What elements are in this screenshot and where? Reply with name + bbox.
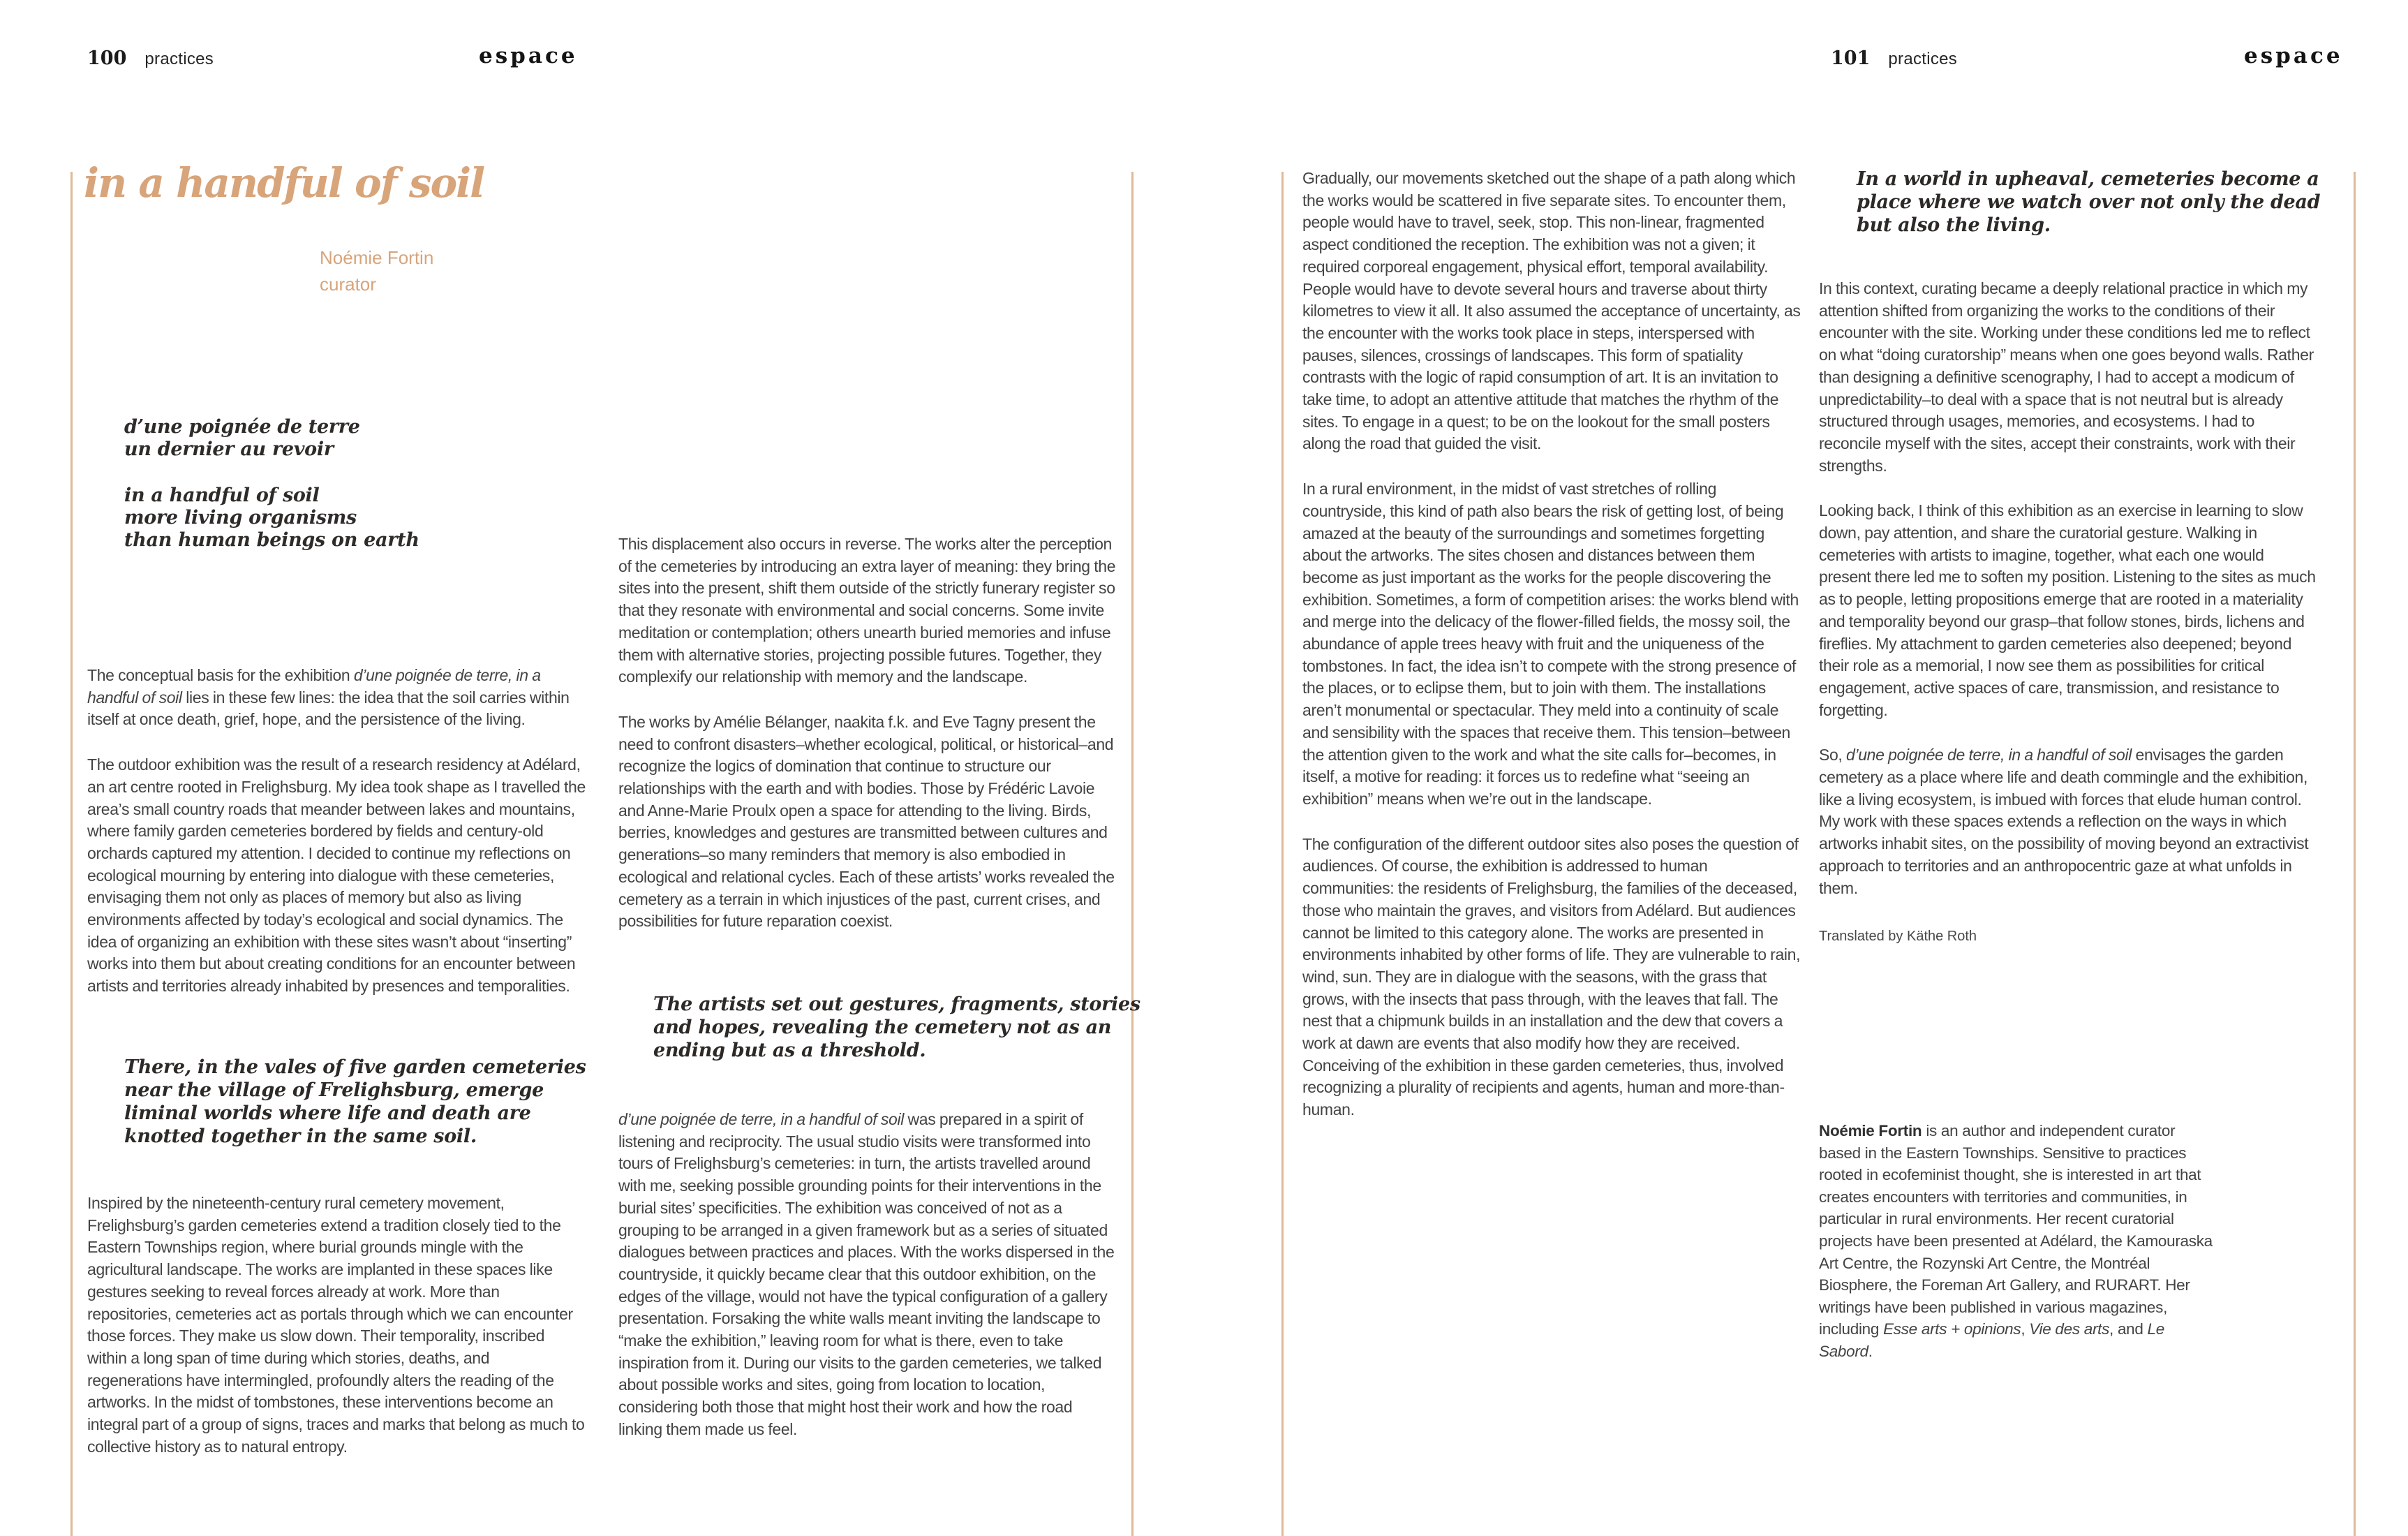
body-paragraph: In this context, curating became a deeply relational practice in which my attention shifted from organizing the works to the conditions of their encounter with the site. Working under these conditions led me to reflect on what “doing curatorship” means when one goes beyond walls. Rather than designing a definitive scenography, I had to accept a modicum of unpredictability–to deal with a space that is not neutral but is already structured through usages, memories, and ecosystems. I had to reconcile myself with the sites, accept their constraints, work with their strengths. bbox=[1819, 279, 2314, 475]
pull-quote-line: In a world in upheaval, cemeteries become a bbox=[1857, 168, 2319, 190]
section-label: practices bbox=[144, 50, 214, 68]
epigraph-line: in a handful of soil bbox=[124, 485, 320, 506]
left-page-left-rule bbox=[70, 172, 73, 1536]
right-page-header bbox=[1831, 47, 1957, 69]
author-name: Noémie Fortin bbox=[320, 247, 434, 268]
pull-quote-2 bbox=[653, 993, 1140, 1062]
body-paragraph: Looking back, I think of this exhibition as an exercise in learning to slow down, pay attention, and share the curatorial gesture. Walking in cemeteries with artists to imagine, together, what each one would present there led me to soften my position. Listening to the sites as much as to people, letting propositions emerge that are rooted in a materiality and temporality beyond our grasp–that follow stones, birds, lichens and fireflies. My attachment to garden cemeteries also deepened; beyond their role as a memorial, I now see them as possibilities for critical engagement, active spaces of care, transmission, and resistance to forgetting. bbox=[1819, 501, 2316, 719]
byline bbox=[320, 244, 433, 297]
right-page-left-rule bbox=[1281, 172, 1284, 1536]
author-role: curator bbox=[320, 274, 376, 295]
pull-quote-line: The artists set out gestures, fragments, stories bbox=[653, 994, 1140, 1015]
body-paragraph: Gradually, our movements sketched out the shape of a path along which the works would be scattered in five separate sites. To encounter them, people would have to travel, seek, stop. This non-linear, fragmented aspect conditioned the reception. The exhibition was not a given; it required corporeal engagement, physical effort, temporal availability. People would have to devote several hours and traverse about thirty kilometres to view it all. It also assumed the acceptance of uncertainty, as the encounter with the works took place in steps, interspersed with pauses, silences, crossings of landscapes. This form of spatiality contrasts with the logic of rapid consumption of art. It is an invitation to take time, to adopt an attentive attitude that matches the rhythm of the sites. To engage in a quest; to be on the lookout for the small posters along the road that guided the visit. bbox=[1302, 169, 1801, 453]
espace-logo: espace bbox=[479, 43, 578, 68]
pull-quote-line: liminal worlds where life and death are bbox=[124, 1102, 531, 1124]
epigraph-line: more living organisms bbox=[124, 507, 357, 529]
pull-quote-line: ending but as a threshold. bbox=[653, 1040, 926, 1061]
translator-credit: Translated by Käthe Roth bbox=[1819, 929, 1977, 944]
pull-quote-line: place where we watch over not only the dead bbox=[1857, 191, 2321, 213]
pull-quote-line: and hopes, revealing the cemetery not as an bbox=[653, 1017, 1112, 1038]
page-number: 101 bbox=[1831, 47, 1871, 69]
pull-quote-line: knotted together in the same soil. bbox=[124, 1125, 477, 1147]
pull-quote-line: but also the living. bbox=[1857, 214, 2051, 236]
section-label: practices bbox=[1888, 50, 1958, 68]
right-column-2 bbox=[1819, 278, 2319, 899]
left-column-2 bbox=[618, 533, 1118, 933]
pull-quote-line: There, in the vales of five garden cemeteries bbox=[124, 1056, 586, 1078]
espace-logo: espace bbox=[2244, 43, 2343, 68]
epigraph-line: d’une poignée de terre bbox=[124, 416, 360, 438]
author-bio: Noémie Fortin is an author and independent curator based in the Eastern Townships. Sensitive to practices rooted in ecofeminist thought, she is interested in art that creates encounters with territories and communities, in particular in rural environments. Her recent curatorial projects have been presented at Adélard, the Kamouraska Art Centre, the Rozynski Art Centre, the Montréal Biosphere, the Foreman Art Gallery, and RURART. Her writings have been published in various magazines, including Esse arts + opinions, Vie des arts, and Le Sabord. bbox=[1819, 1122, 2213, 1360]
right-page-right-rule bbox=[2354, 172, 2356, 1536]
body-paragraph: The works by Amélie Bélanger, naakita f.k. and Eve Tagny present the need to confront disasters–whether ecological, political, or historical–and recognize the logics of domination that continue to structure our relationships with the earth and with bodies. Those by Frédéric Lavoie and Anne-Marie Proulx open a space for attending to the living. Birds, berries, knowledges and gestures are transmitted between cultures and generations–so many reminders that memory is also embodied in ecological and relational cycles. Each of these artists’ works revealed the cemetery as a terrain in which injustices of the past, current crises, and possibilities for future reparation coexist. bbox=[618, 712, 1115, 931]
left-column-1 bbox=[87, 665, 587, 998]
article-title: in a handful of soil bbox=[84, 159, 484, 207]
left-column-1-continued bbox=[87, 1192, 587, 1458]
epigraph-line: than human beings on earth bbox=[124, 529, 419, 551]
pull-quote-line: near the village of Frelighsburg, emerge bbox=[124, 1079, 544, 1101]
body-paragraph: In a rural environment, in the midst of vast stretches of rolling countryside, this kind of path also bears the risk of getting lost, of being amazed at the beauty of the surroundings and sometimes forgetting about the artworks. The sites chosen and distances between them become as just important as the works for the people discovering the exhibition. Sometimes, a form of competition arises: the works blend with and merge into the delicacy of the flower-filled fields, the mossy soil, the abundance of apple trees heavy with fruit and the uniqueness of the tombstones. In fact, the idea isn’t to compete with the strong presence of the places, or to eclipse them, but to join with them. The installations aren’t monumental or spectacular. They meld into a continuity of scale and sensibility with the spaces that receive them. This tension–between the attention given to the work and what the site calls for–becomes, in itself, a motive for reading: it forces us to redefine what “seeing an exhibition” means when we’re out in the landscape. bbox=[1302, 480, 1799, 808]
epigraph-line: un dernier au revoir bbox=[124, 438, 334, 460]
body-paragraph: Inspired by the nineteenth-century rural cemetery movement, Frelighsburg’s garden cemeteries extend a tradition closely tied to the Eastern Townships region, where burial grounds mingle with the agricultural landscape. The works are implanted in these spaces like gestures seeking to reveal forces already at work. More than repositories, cemeteries act as portals through which we can encounter those forces. They make us slow down. Their temporality, inscribed within a long span of time during which stories, deaths, and regenerations have intermingled, profoundly alters the reading of the artworks. In the midst of tombstones, these interventions become an integral part of a group of signs, traces and marks that belong as much to collective history as to natural entropy. bbox=[87, 1194, 585, 1456]
epigraph bbox=[124, 416, 419, 552]
page-number: 100 bbox=[87, 47, 127, 69]
body-paragraph: The configuration of the different outdoor sites also poses the question of audiences. Of course, the exhibition is addressed to human communities: the residents of Frelighsburg, the families of the deceased, those who maintain the graves, and visitors from Adélard. But audiences cannot be limited to this category alone. The works are presented in environments inhabited by other forms of life. They are vulnerable to rain, wind, sun. They are in dialogue with the seasons, with the grass that grows, with the insects that pass through, with the leaves that fall. The nest that a chipmunk builds in an installation and the dew that covers a work at dawn are events that also modify how they are received. Conceiving of the exhibition in these garden cemeteries, thus, involved recognizing a plurality of recipients and agents, human and more-than-human. bbox=[1302, 834, 1801, 1119]
body-paragraph: This displacement also occurs in reverse. The works alter the perception of the cemeteries by introducing an extra layer of meaning: they bring the sites into the present, shift them outside of the strictly funerary register so that they resonate with environmental and social concerns. Some invite meditation or contemplation; others unearth buried memories and infuse them with alternative stories, projecting possible futures. Together, they complexify our relationship with memory and the landscape. bbox=[618, 535, 1116, 686]
left-page-header bbox=[87, 47, 214, 69]
left-page-right-rule bbox=[1131, 172, 1134, 1536]
body-paragraph: The conceptual basis for the exhibition d’une poignée de terre, in a handful of soil lies in these few lines: the idea that the soil carries within itself at once death, grief, hope, and the persistence of the living. bbox=[87, 666, 570, 729]
pull-quote-3 bbox=[1857, 168, 2320, 237]
right-column-1 bbox=[1302, 168, 1802, 1121]
body-paragraph: d’une poignée de terre, in a handful of soil was prepared in a spirit of listening and reciprocity. The usual studio visits were transformed into tours of Frelighsburg’s cemeteries: in turn, the artists travelled around with me, seeking possible grounding points for their interventions in the burial sites’ specificities. The exhibition was conceived of not as a grouping to be arranged in a given framework but as a series of situated dialogues between practices and places. With the works dispersed in the countryside, it quickly became clear that this outdoor exhibition, on the edges of the village, would not have the typical configuration of a gallery presentation. Forsaking the white walls meant inviting the landscape to “make the exhibition,” leaving room for what is there, even to take inspiration from it. During our visits to the garden cemeteries, we talked about possible works and sites, going from location to location, considering both those that might host their work and how the road linking them made us feel. bbox=[618, 1110, 1115, 1438]
body-paragraph: So, d’une poignée de terre, in a handful of soil envisages the garden cemetery as a place where life and death commingle and the exhibition, like a living ecosystem, is imbued with forces that elude human control. My work with these spaces extends a reflection on the ways in which artworks inhabit sites, on the possibility of moving beyond an extractivist approach to territories and an anthropocentric gaze at what unfolds in them. bbox=[1819, 746, 2309, 897]
pull-quote-1 bbox=[124, 1056, 586, 1148]
body-paragraph: The outdoor exhibition was the result of a research residency at Adélard, an art centre rooted in Frelighsburg. My idea took shape as I travelled the area’s small country roads that meander between lakes and mountains, where family garden cemeteries bordered by fields and century-old orchards captured my attention. I decided to continue my reflections on ecological mourning by entering into dialogue with these cemeteries, envisaging them not only as places of memory but also as living environments affected by today’s ecological and social dynamics. The idea of organizing an exhibition with these sites wasn’t about “inserting” works into them but about creating conditions for an encounter between artists and territories already inhabited by presences and temporalities. bbox=[87, 755, 586, 996]
left-column-2-continued bbox=[618, 1109, 1118, 1441]
